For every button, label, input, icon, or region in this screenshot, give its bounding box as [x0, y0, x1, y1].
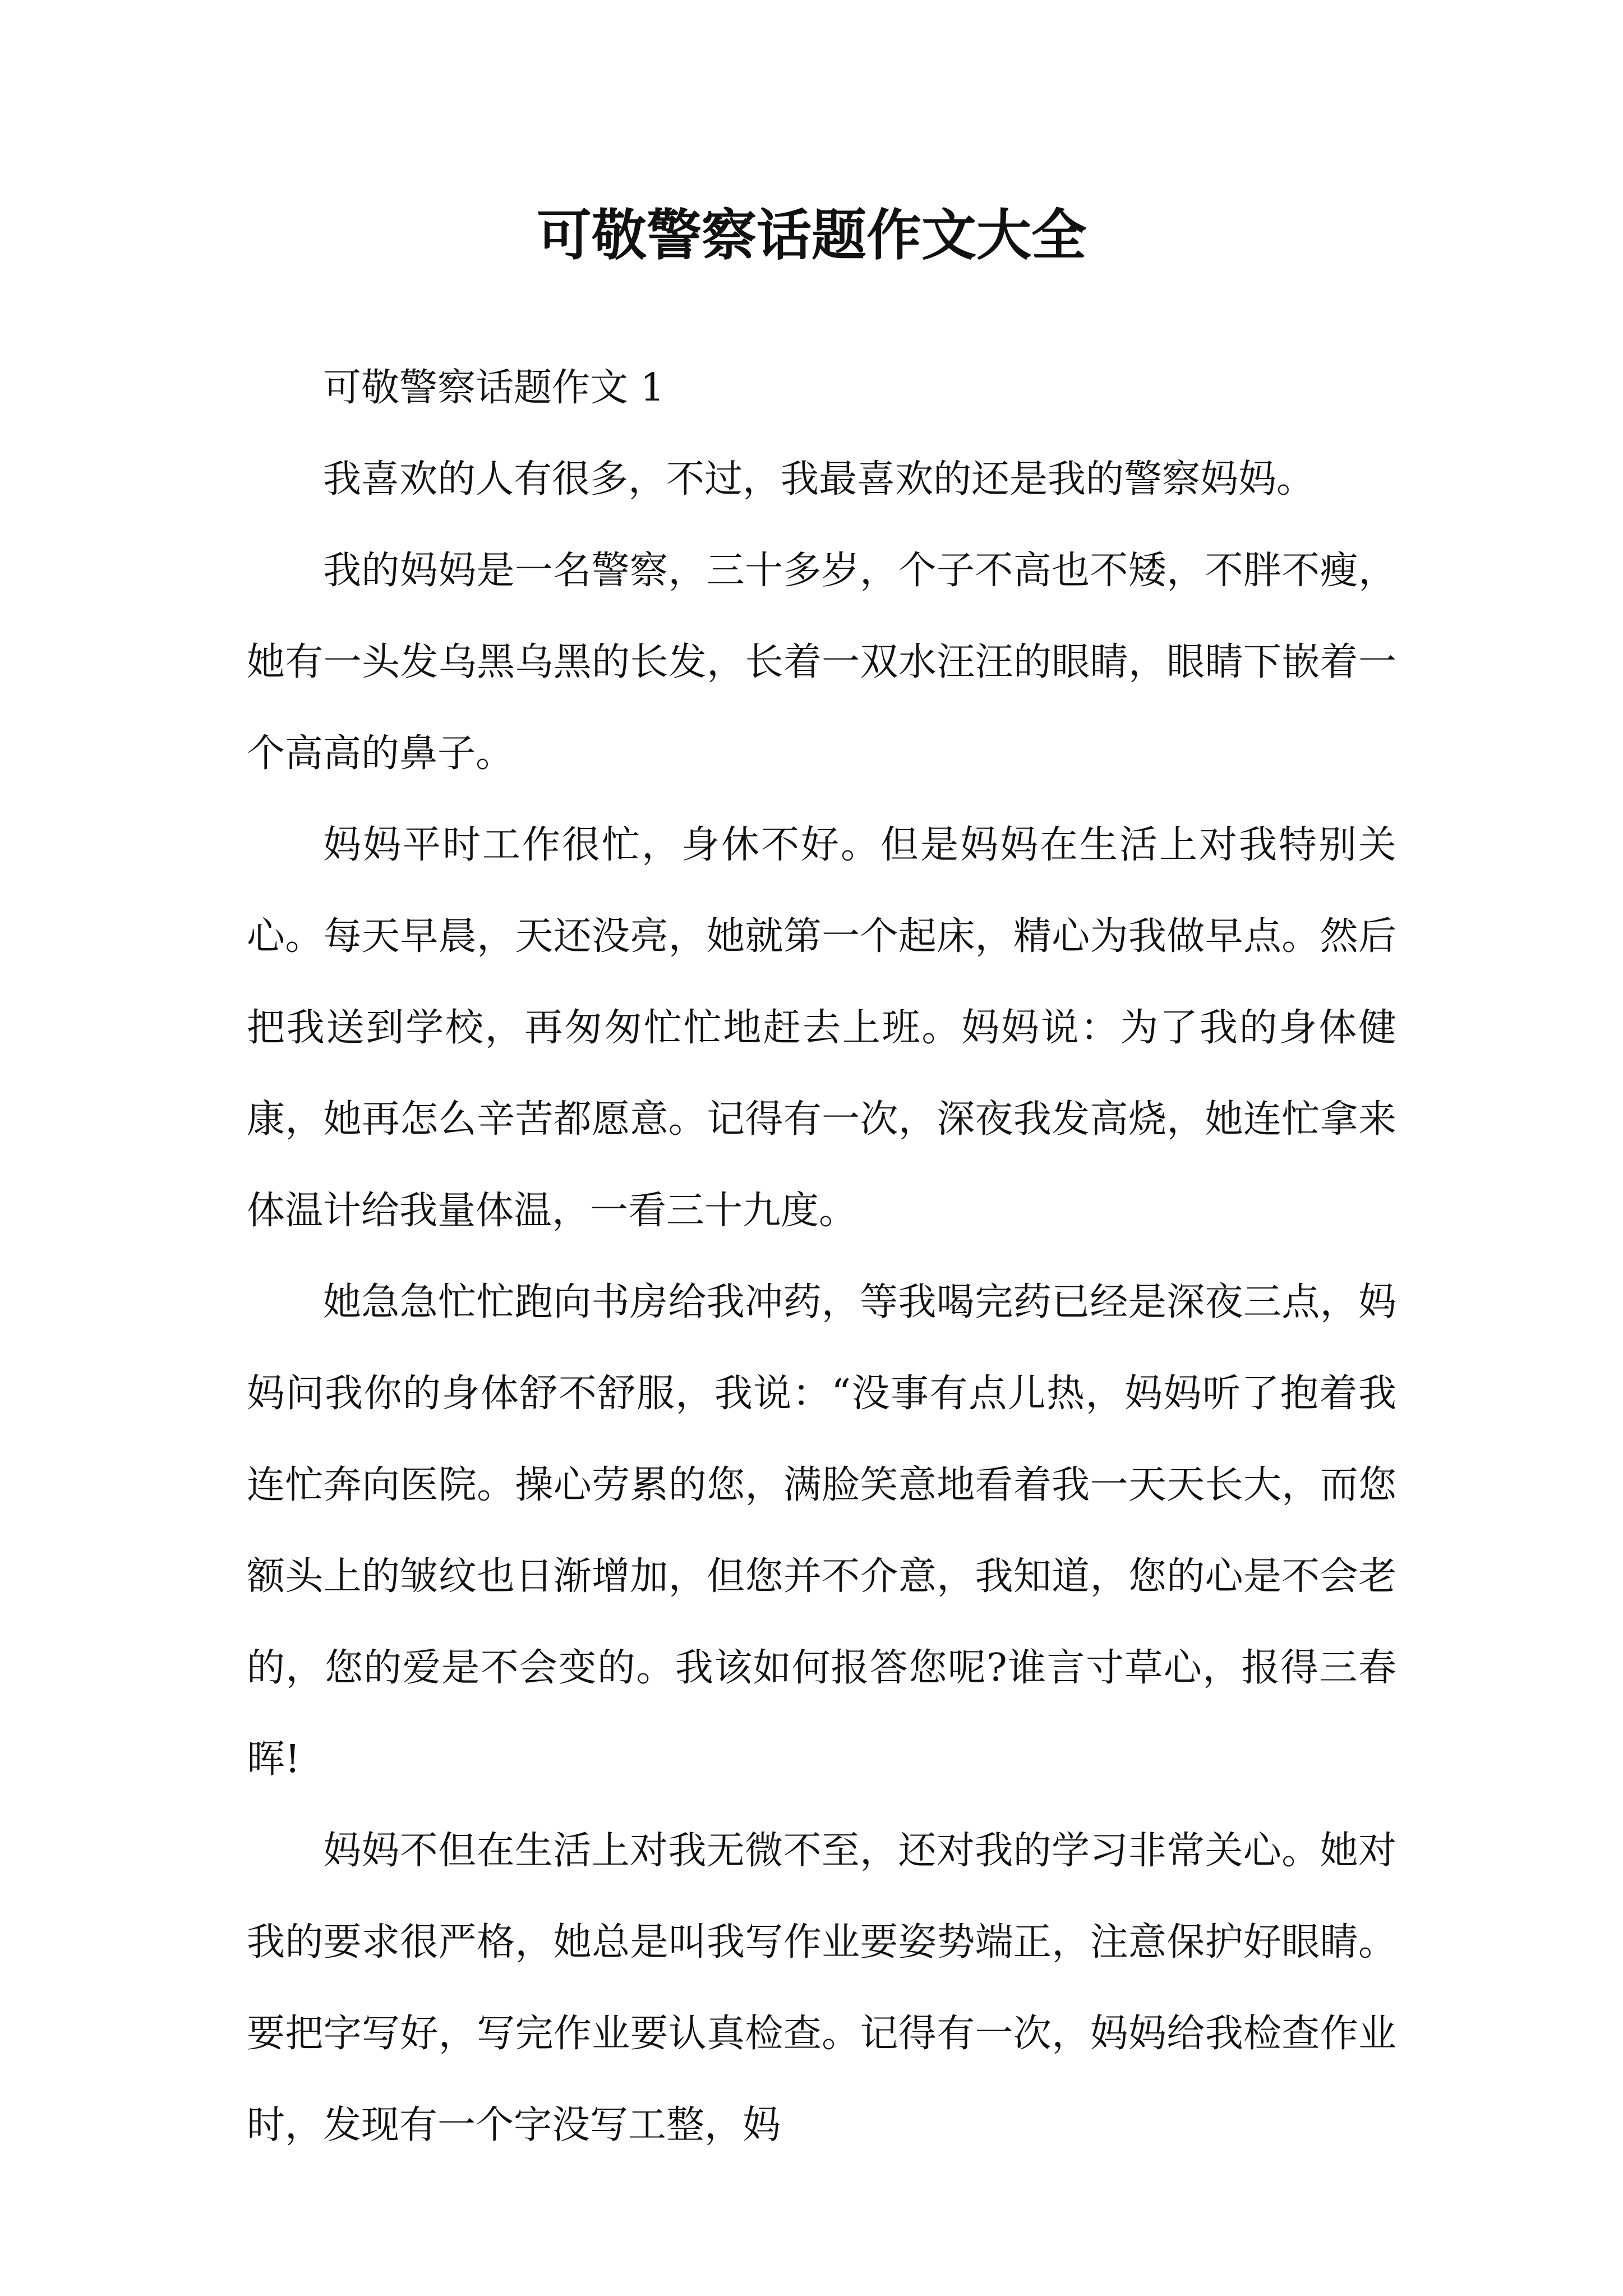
paragraph: 妈妈平时工作很忙，身休不好。但是妈妈在生活上对我特别关心。每天早晨，天还没亮，她就第一个起床，精心为我做早点。然后把我送到学校，再匆匆忙忙地赶去上班。妈妈说：为了我的身体健康，她再怎么辛苦都愿意。记得有一次，深夜我发高烧，她连忙拿来体温计给我量体温，一看三十九度。 — [247, 823, 1396, 1233]
paragraph: 我的妈妈是一名警察，三十多岁，个子不高也不矮，不胖不瘦，她有一头发乌黑乌黑的长发，长着一双水汪汪的眼睛，眼睛下嵌着一个高高的鼻子。 — [247, 549, 1396, 776]
document-body — [247, 342, 1396, 2171]
paragraph-heading: 可敬警察话题作文 1 — [323, 366, 665, 410]
paragraph: 妈妈不但在生活上对我无微不至，还对我的学习非常关心。她对我的要求很严格，她总是叫我写作业要姿势端正，注意保护好眼睛。要把字写好，写完作业要认真检查。记得有一次，妈妈给我检查作业时，发现有一个字没写工整，妈 — [247, 1829, 1396, 2147]
paragraph: 我喜欢的人有很多，不过，我最喜欢的还是我的警察妈妈。 — [323, 457, 1315, 501]
document-title: 可敬警察话题作文大全 — [536, 203, 1086, 268]
paragraph: 她急急忙忙跑向书房给我冲药，等我喝完药已经是深夜三点，妈妈问我你的身体舒不舒服，我说：“没事有点儿热，妈妈听了抱着我连忙奔向医院。操心劳累的您，满脸笑意地看着我一天天长大，而您额头上的皱纹也日渐增加，但您并不介意，我知道，您的心是不会老的，您的爱是不会变的。我该如何报答您呢?谁言寸草心，报得三春晖! — [247, 1280, 1396, 1782]
